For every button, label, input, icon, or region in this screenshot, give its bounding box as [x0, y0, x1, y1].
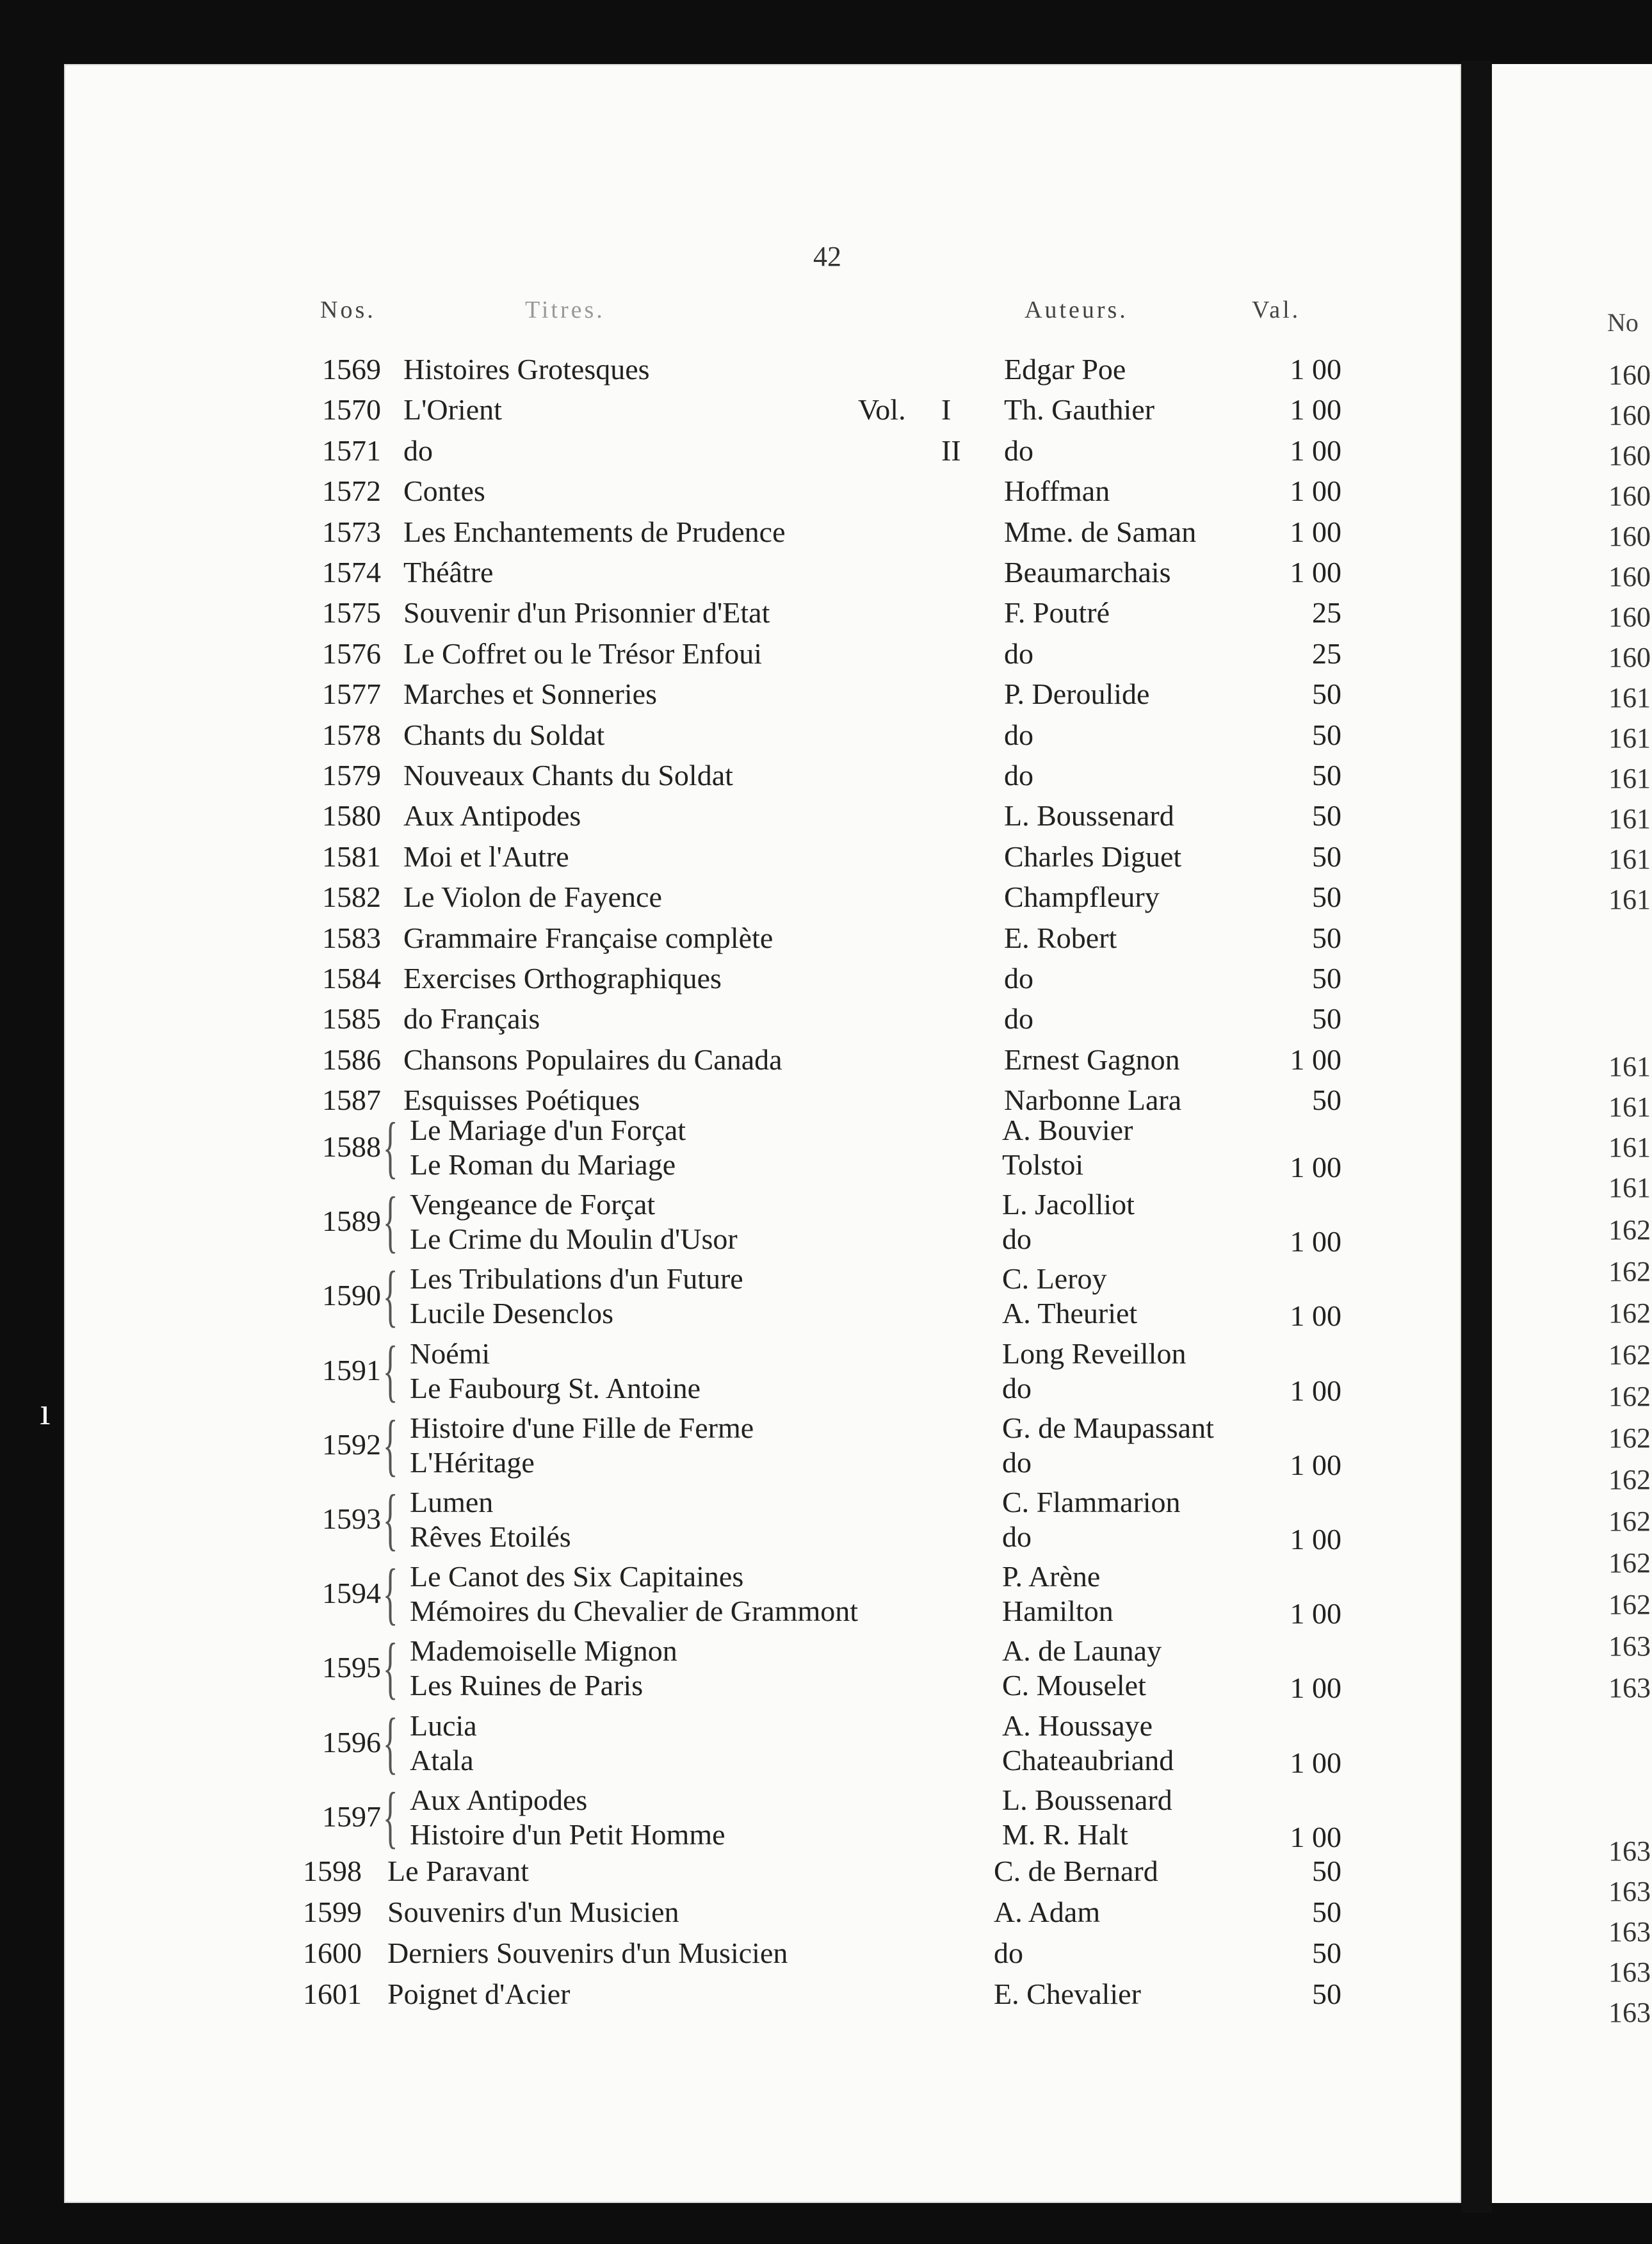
entry-author: C. de Bernard	[994, 1855, 1158, 1887]
pair-number: 1594	[322, 1577, 381, 1610]
pair-author-1: C. Flammarion	[1002, 1486, 1181, 1518]
entry-title: Souvenirs d'un Musicien	[387, 1896, 679, 1928]
entry-value: 50	[1312, 921, 1341, 954]
entry-value: 1 00	[1290, 1043, 1341, 1076]
entry-value: 50	[1312, 840, 1341, 873]
right-page-entry-number: 162	[1608, 1381, 1651, 1412]
right-page-entry-number: 163	[1608, 1876, 1651, 1907]
entry-author: Mme. de Saman	[1004, 515, 1197, 548]
bracket: {	[383, 1704, 398, 1781]
book-spine	[1461, 61, 1492, 2213]
entry-author: do	[1004, 759, 1033, 792]
entry-author: P. Deroulide	[1004, 678, 1150, 711]
pair-number: 1593	[322, 1502, 381, 1535]
pair-value: 1 00	[1290, 1225, 1341, 1258]
entry-number: 1576	[322, 637, 381, 670]
entry-number: 1587	[322, 1084, 381, 1117]
entry-value: 50	[1312, 1084, 1341, 1117]
entry-author: Edgar Poe	[1004, 353, 1126, 386]
page-number: 42	[813, 241, 841, 272]
entry-number: 1586	[322, 1043, 381, 1076]
right-page-entry-number: 160	[1608, 359, 1651, 391]
entry-title: Grammaire Française complète	[403, 921, 773, 954]
entry-author: Champfleury	[1004, 881, 1160, 914]
entry-number: 1582	[322, 881, 381, 914]
entry-author: do	[1004, 434, 1033, 467]
right-page-entry-number: 160	[1608, 480, 1651, 512]
entry-title: Chants du Soldat	[403, 718, 605, 751]
entry-number: 1572	[322, 475, 381, 508]
pair-author-2: do	[1002, 1445, 1032, 1479]
entry-title: Les Enchantements de Prudence	[403, 515, 786, 548]
right-page-entry-number: 161	[1608, 1172, 1651, 1203]
right-page-entry-number: 160	[1608, 521, 1651, 552]
pair-title-1: Histoire d'une Fille de Ferme	[410, 1411, 754, 1444]
right-page-entry-number: 161	[1608, 722, 1651, 754]
entry-title: Exercises Orthographiques	[403, 962, 722, 995]
entry-author: Hoffman	[1004, 475, 1110, 508]
entry-value: 1 00	[1290, 434, 1341, 467]
catalogue-entry	[0, 434, 1397, 472]
entry-title: Marches et Sonneries	[403, 678, 657, 711]
entry-value: 1 00	[1290, 393, 1341, 427]
entry-title: Derniers Souvenirs d'un Musicien	[387, 1937, 788, 1969]
right-page-entry-number: 160	[1608, 601, 1651, 633]
entry-author: do	[1004, 1002, 1033, 1036]
right-page-entry-number: 163	[1608, 1630, 1651, 1662]
entry-value: 50	[1312, 1978, 1341, 2010]
entry-number: 1581	[322, 840, 381, 873]
header-no: Nos.	[320, 297, 376, 323]
entry-title: Moi et l'Autre	[403, 840, 569, 873]
right-page-entry-number: 162	[1608, 1256, 1651, 1287]
catalogue-entry	[0, 474, 1397, 512]
catalogue-pair-entry	[0, 1109, 1397, 1187]
pair-number: 1596	[322, 1725, 381, 1759]
pair-number: 1589	[322, 1205, 381, 1238]
pair-value: 1 00	[1290, 1299, 1341, 1333]
entry-number: 1580	[322, 799, 381, 833]
entry-number: 1583	[322, 921, 381, 954]
catalogue-pair-entry	[0, 1778, 1397, 1857]
pair-title-2: L'Héritage	[410, 1445, 535, 1479]
catalogue-entry	[0, 677, 1397, 715]
entry-value: 50	[1312, 1937, 1341, 1969]
entry-author: Charles Diguet	[1004, 840, 1182, 873]
catalogue-entry	[0, 880, 1397, 918]
right-page-entry-number: 162	[1608, 1422, 1651, 1454]
entry-value: 50	[1312, 718, 1341, 751]
entry-number: 1585	[322, 1002, 381, 1036]
catalogue-pair-entry	[0, 1556, 1397, 1634]
pair-author-1: L. Jacolliot	[1002, 1188, 1135, 1221]
entry-number: 1570	[322, 393, 381, 427]
catalogue-entry	[0, 1002, 1397, 1040]
bracket: {	[383, 1406, 398, 1483]
catalogue-entry	[0, 1895, 1397, 1933]
entry-author: L. Boussenard	[1004, 799, 1174, 833]
entry-title: Le Violon de Fayence	[403, 881, 662, 914]
entry-title: Le Coffret ou le Trésor Enfoui	[403, 637, 763, 670]
catalogue-entry	[0, 637, 1397, 675]
entry-value: 50	[1312, 1896, 1341, 1928]
right-page-entry-number: 160	[1608, 440, 1651, 471]
entry-number: 1571	[322, 434, 381, 467]
entry-title: Chansons Populaires du Canada	[403, 1043, 782, 1076]
pair-author-2: C. Mouselet	[1002, 1669, 1146, 1702]
catalogue-pair-entry	[0, 1258, 1397, 1336]
pair-number: 1597	[322, 1800, 381, 1833]
catalogue-entry	[0, 718, 1397, 756]
header-value: Val.	[1252, 297, 1301, 323]
entry-title: do Français	[403, 1002, 540, 1036]
pair-author-1: L. Boussenard	[1002, 1783, 1172, 1816]
bracket: {	[383, 1778, 398, 1855]
pair-author-2: Hamilton	[1002, 1595, 1113, 1628]
bracket: {	[383, 1258, 398, 1335]
pair-author-1: A. Houssaye	[1002, 1709, 1153, 1742]
pair-title-1: Le Canot des Six Capitaines	[410, 1560, 744, 1593]
entry-number: 1598	[303, 1855, 362, 1887]
entry-title: Contes	[403, 475, 485, 508]
entry-author: A. Adam	[994, 1896, 1101, 1928]
pair-title-1: Aux Antipodes	[410, 1783, 588, 1816]
entry-author: F. Poutré	[1004, 596, 1110, 630]
pair-value: 1 00	[1290, 1151, 1341, 1183]
entry-value: 1 00	[1290, 556, 1341, 589]
entry-author: E. Chevalier	[994, 1978, 1141, 2010]
pair-number: 1588	[322, 1130, 381, 1163]
pair-author-2: M. R. Halt	[1002, 1817, 1128, 1851]
pair-title-2: Le Crime du Moulin d'Usor	[410, 1223, 738, 1256]
catalogue-entry	[0, 1936, 1397, 1974]
catalogue-entry	[0, 961, 1397, 1000]
pair-value: 1 00	[1290, 1597, 1341, 1630]
catalogue-entry	[0, 352, 1397, 391]
bracket: {	[383, 1481, 398, 1557]
right-page-header: No	[1607, 308, 1639, 337]
pair-author-1: Long Reveillon	[1002, 1337, 1186, 1370]
entry-value: 1 00	[1290, 353, 1341, 386]
entry-number: 1599	[303, 1896, 362, 1928]
right-page-entry-number: 161	[1608, 803, 1651, 834]
entry-value: 50	[1312, 678, 1341, 711]
entry-value: 1 00	[1290, 515, 1341, 548]
catalogue-entry	[0, 799, 1397, 837]
right-page-entry-number: 162	[1608, 1589, 1651, 1620]
entry-value: 50	[1312, 1002, 1341, 1036]
entry-author: Th. Gauthier	[1004, 393, 1155, 427]
pair-author-2: do	[1002, 1520, 1032, 1553]
bracket: {	[383, 1556, 398, 1632]
pair-number: 1591	[322, 1353, 381, 1386]
entry-value: 25	[1312, 637, 1341, 670]
catalogue-pair-entry	[0, 1406, 1397, 1485]
right-page-entry-number: 161	[1608, 763, 1651, 794]
entry-number: 1575	[322, 596, 381, 630]
pair-value: 1 00	[1290, 1448, 1341, 1481]
entry-author: do	[994, 1937, 1023, 1969]
entry-title: Théâtre	[403, 556, 494, 589]
entry-author: do	[1004, 718, 1033, 751]
catalogue-entry	[0, 758, 1397, 797]
entry-vol-number: II	[941, 434, 961, 467]
entry-value: 50	[1312, 799, 1341, 833]
pair-value: 1 00	[1290, 1746, 1341, 1779]
pair-title-1: Noémi	[410, 1337, 490, 1370]
pair-title-2: Lucile Desenclos	[410, 1297, 614, 1330]
right-page-entry-number: 160	[1608, 400, 1651, 431]
entry-title: Le Paravant	[387, 1855, 529, 1887]
catalogue-entry	[0, 596, 1397, 634]
entry-value: 50	[1312, 759, 1341, 792]
pair-title-1: Lucia	[410, 1709, 477, 1742]
entry-value: 50	[1312, 962, 1341, 995]
catalogue-entry	[0, 1977, 1397, 2015]
entry-author: do	[1004, 637, 1033, 670]
pair-title-1: Le Mariage d'un Forçat	[410, 1114, 686, 1146]
pair-title-2: Rêves Etoilés	[410, 1520, 571, 1553]
right-page-entry-number: 163	[1608, 1835, 1651, 1867]
bracket: {	[383, 1630, 398, 1707]
right-page-entry-number: 162	[1608, 1214, 1651, 1246]
entry-title: Esquisses Poétiques	[403, 1084, 640, 1117]
catalogue-entry	[0, 393, 1397, 431]
catalogue-entry	[0, 1854, 1397, 1892]
pair-author-1: A. de Launay	[1002, 1634, 1162, 1668]
right-page-entry-number: 162	[1608, 1506, 1651, 1537]
entry-title: Histoires Grotesques	[403, 353, 650, 386]
right-page-entry-number: 160	[1608, 561, 1651, 592]
right-page-entry-number: 161	[1608, 682, 1651, 713]
entry-number: 1579	[322, 759, 381, 792]
right-page-entry-number: 160	[1608, 642, 1651, 673]
right-page-entry-number: 162	[1608, 1547, 1651, 1579]
entry-title: L'Orient	[403, 393, 502, 427]
catalogue-pair-entry	[0, 1183, 1397, 1262]
pair-author-2: Tolstoi	[1002, 1148, 1084, 1181]
pair-number: 1592	[322, 1427, 381, 1461]
entry-value: 1 00	[1290, 475, 1341, 508]
bracket: {	[383, 1109, 398, 1185]
entry-title: Souvenir d'un Prisonnier d'Etat	[403, 596, 770, 630]
catalogue-entry	[0, 1043, 1397, 1081]
bracket: {	[383, 1183, 398, 1260]
pair-author-1: G. de Maupassant	[1002, 1411, 1214, 1444]
entry-author: do	[1004, 962, 1033, 995]
margin-mark: ı	[40, 1390, 51, 1433]
pair-author-1: P. Arène	[1002, 1560, 1101, 1593]
right-page-entry-number: 162	[1608, 1339, 1651, 1370]
pair-title-2: Le Faubourg St. Antoine	[410, 1371, 701, 1404]
pair-title-1: Les Tribulations d'un Future	[410, 1262, 743, 1296]
pair-title-2: Histoire d'un Petit Homme	[410, 1817, 725, 1851]
right-page-entry-number: 163	[1608, 1997, 1651, 2028]
right-page-entry-number: 163	[1608, 1956, 1651, 1988]
entry-author: Ernest Gagnon	[1004, 1043, 1180, 1076]
pair-title-1: Mademoiselle Mignon	[410, 1634, 677, 1668]
entry-title: do	[403, 434, 433, 467]
catalogue-pair-entry	[0, 1332, 1397, 1411]
pair-author-1: A. Bouvier	[1002, 1114, 1133, 1146]
right-page-entry-number: 162	[1608, 1464, 1651, 1495]
pair-author-2: A. Theuriet	[1002, 1297, 1138, 1330]
entry-title: Nouveaux Chants du Soldat	[403, 759, 733, 792]
header-titles: Titres.	[525, 297, 605, 323]
pair-title-2: Mémoires du Chevalier de Grammont	[410, 1595, 859, 1628]
entry-number: 1601	[303, 1978, 362, 2010]
catalogue-entry	[0, 840, 1397, 878]
catalogue-pair-entry	[0, 1630, 1397, 1708]
entry-number: 1584	[322, 962, 381, 995]
pair-title-2: Atala	[410, 1743, 474, 1776]
entry-number: 1577	[322, 678, 381, 711]
entry-number: 1573	[322, 515, 381, 548]
entry-number: 1569	[322, 353, 381, 386]
pair-title-2: Les Ruines de Paris	[410, 1669, 644, 1702]
pair-author-2: do	[1002, 1223, 1032, 1256]
catalogue-entry	[0, 515, 1397, 553]
catalogue-entry	[0, 555, 1397, 594]
right-page-entry-number: 161	[1608, 1132, 1651, 1163]
pair-value: 1 00	[1290, 1820, 1341, 1853]
pair-value: 1 00	[1290, 1523, 1341, 1556]
entry-vol-number: I	[941, 393, 952, 427]
entry-value: 50	[1312, 881, 1341, 914]
catalogue-pair-entry	[0, 1481, 1397, 1559]
right-page-entry-number: 162	[1608, 1297, 1651, 1329]
pair-title-1: Lumen	[410, 1486, 494, 1518]
header-authors: Auteurs.	[1024, 297, 1128, 323]
entry-number: 1578	[322, 718, 381, 751]
pair-number: 1595	[322, 1651, 381, 1684]
right-page-entry-number: 161	[1608, 843, 1651, 875]
pair-author-1: C. Leroy	[1002, 1262, 1107, 1296]
entry-author: E. Robert	[1004, 921, 1117, 954]
pair-title-2: Le Roman du Mariage	[410, 1148, 676, 1181]
pair-number: 1590	[322, 1279, 381, 1312]
pair-author-2: do	[1002, 1371, 1032, 1404]
pair-title-1: Vengeance de Forçat	[410, 1188, 656, 1221]
right-page-entry-number: 161	[1608, 1051, 1651, 1082]
catalogue-entry	[0, 921, 1397, 959]
entry-author: Narbonne Lara	[1004, 1084, 1182, 1117]
entry-value: 50	[1312, 1855, 1341, 1887]
pair-author-2: Chateaubriand	[1002, 1743, 1174, 1776]
entry-value: 25	[1312, 596, 1341, 630]
pair-value: 1 00	[1290, 1671, 1341, 1705]
entry-number: 1574	[322, 556, 381, 589]
entry-title: Aux Antipodes	[403, 799, 581, 833]
entry-vol-label: Vol.	[858, 393, 906, 427]
catalogue-pair-entry	[0, 1704, 1397, 1783]
bracket: {	[383, 1332, 398, 1409]
entry-title: Poignet d'Acier	[387, 1978, 571, 2010]
entry-author: Beaumarchais	[1004, 556, 1171, 589]
right-page-entry-number: 161	[1608, 884, 1651, 915]
pair-value: 1 00	[1290, 1374, 1341, 1407]
right-page-entry-number: 161	[1608, 1091, 1651, 1123]
right-page-entry-number: 163	[1608, 1916, 1651, 1947]
right-page-entry-number: 163	[1608, 1672, 1651, 1703]
entry-number: 1600	[303, 1937, 362, 1969]
